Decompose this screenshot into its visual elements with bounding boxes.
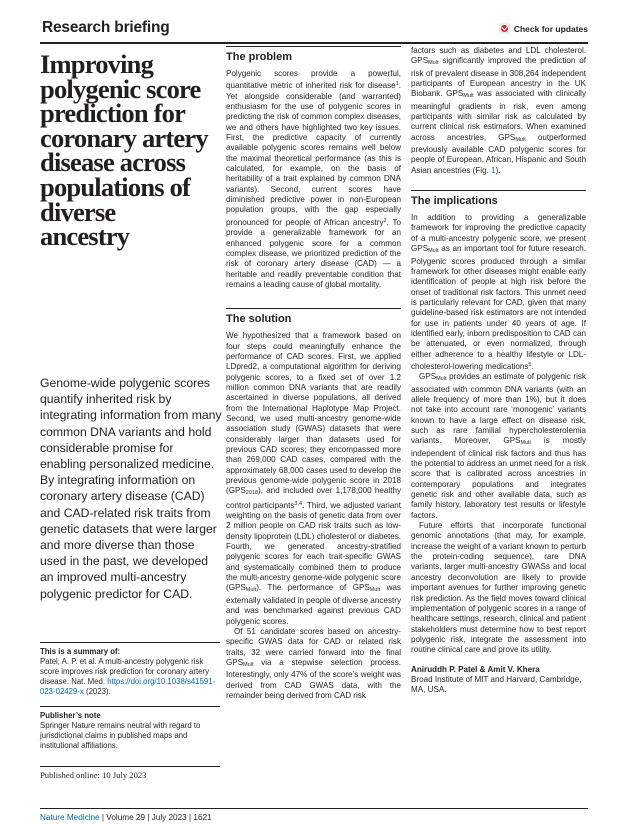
solution-paragraph-1: We hypothesized that a framework based on four steps could meaningfully enhance the performance of CAD scores. First, we applied LDpred2, a computational algorithm for deriving polygenic scores, to a fixed set of over 1.2 million common DNA variants that are readily ascertained in diverse populations, all derived from the International Haplotype Map Project. Second, we used multi-ancestry genome-wide association study (GWAS) datasets that were considerably larger than datasets used for previous CAD scores; they encompassed more than 269,000 CAD cases, compared with the approximately 68,000 cases used to develop the previous genome-wide polygenic score in 2018 (GPS2018), and included over 1,178,000 healthy control participants$^{3,4}$. Third, we adjusted variant weighting on the basis of genetic data from over 2 million people on CAD risk traits such as low-density lipoprotein (LDL) cholesterol or diabetes. Fourth, we generated ancestry-stratified polygenic scores for each trait-specific GWAS and systematically combined them to produce the multi-ancestry genome-wide polygenic score (GPSMult). The performance of GPSMult was externally validated in people of diverse ancestry and was benchmarked against previous CAD polygenic scores. — [226, 331, 402, 626]
results-paragraph: factors such as diabetes and LDL cholesterol. GPSMult significantly improved the prediction of risk of prevalent disease in 308,264 independent participants of European ancestry in the UK Biobank. GPSMult was associated with clinically meaningful gradients in risk, even among participants with similar risk as calculated by current clinical risk estimators. When examined across ancestries, GPSMult outperformed previously available CAD polygenic scores for people of European, African, Hispanic and South Asian ancestries (Fig. 1). — [411, 46, 586, 175]
check-updates-label: Check for updates — [513, 23, 588, 34]
journal-name: Nature Medicine — [40, 813, 100, 822]
author-names: Aniruddh P. Patel & Amit V. Khera — [411, 664, 540, 674]
page-header — [40, 0, 588, 44]
implications-paragraph-1: In addition to providing a generalizable framework for improving the predictive capacity of a multi-ancestry polygenic score, we present GPSMult as an important tool for future research. Polygenic scores produced through a similar framework for other diseases might enable early identification of people at high risk before the onset of traditional risk factors. This unmet need is particularly relevant for CAD, given that many guideline-based risk estimators are not intended for use in patients under 40 years of age. If identified early, inborn predisposition to CAD can be attenuated, or even normalized, through either adherence to a healthy lifestyle or LDL-cholesterol-lowering medications$^5$. — [411, 213, 586, 371]
implications-paragraph-3: Future efforts that incorporate functional genomic annotations (that may, for example, increase the weight of a variant known to perturb the protein-coding sequence), rare DNA variants, larger multi-ancestry GWASs and local ancestry deconvolution are likely to provide important avenues for further improving genetic risk prediction. As the field moves toward clinical implementation of polygenic scores in a range of healthcare settings, research, clinical and patient stakeholders must determine how to best report polygenic risk, integrate the assessment into routine clinical care and prove its utility. — [411, 521, 587, 655]
summary-citation: Patel, A. P. et al. A multi-ancestry polygenic risk score improves risk prediction for coronary artery disease. Nat. Med. — [40, 656, 209, 686]
author-affiliation: Broad Institute of MIT and Harvard, Cambridge, MA, USA. — [411, 674, 582, 695]
publishers-note-heading: Publisher’s note — [40, 711, 101, 720]
implications-section — [411, 190, 586, 655]
column-middle — [226, 46, 401, 701]
section-label: Research briefing — [42, 19, 170, 36]
implications-paragraph-2: GPSMult provides an estimate of polygenic risk associated with common DNA variants (with an allele frequency of more than 1%), but it does not take into account rare ‘monogenic’ variants known to have a large effect on disease risk, such as rare familial hypercholesterolemia variants. Moreover, GPSMult is mostly independent of clinical risk factors and thus has the potential to address an unmet need for a risk score that is calibrated across ancestries in contemporary populations and integrates genetic risk and other available data, such as family history, laboratory test results or lifestyle factors. — [411, 372, 587, 520]
problem-section — [226, 46, 401, 290]
page-footer — [40, 813, 588, 822]
check-updates-icon — [499, 23, 510, 34]
publishers-note — [40, 706, 220, 751]
article-headline: Improving polygenic score prediction for coronary artery disease across populations of diverse ancestry — [40, 49, 208, 252]
solution-paragraph-2: Of 51 candidate scores based on ancestry-specific GWAS data for CAD or related risk traits, 32 were carried forward into the final GPSMult via a stepwise selection process. Interestingly, only 47% of the score’s weight was derived from CAD GWAS data, with the remainder being derived from CAD risk — [226, 626, 401, 700]
volume-info: | Volume 29 | July 2023 | 1621 — [101, 813, 212, 822]
header-rule — [40, 42, 588, 44]
published-date: Published online: 10 July 2023 — [40, 766, 220, 780]
check-for-updates-button[interactable] — [499, 23, 588, 34]
figure-link[interactable]: 1 — [491, 165, 496, 175]
solution-section — [226, 308, 401, 701]
publishers-note-text: Springer Nature remains neutral with regard to jurisdictional claims in published maps and institutional affiliations. — [40, 720, 201, 750]
summary-box — [40, 642, 220, 697]
implications-heading: The implications — [411, 195, 498, 208]
summary-heading: This is a summary of: — [40, 647, 121, 656]
author-block — [411, 665, 586, 696]
footer-rule — [40, 808, 588, 809]
summary-year: (2023). — [85, 686, 111, 696]
problem-paragraph: Polygenic scores provide a powerful, quantitative metric of inherited risk for disease$^1$. Yet alongside considerable (and warranted) enthusiasm for the use of polygenic scores in predicting the risk of common complex diseases, we and others have highlighted two key issues. First, the predictive capacity of currently available polygenic scores remains well below the maximal theoretical performance (as this is calculated, for example, on the basis of heritability of a trait explained by common DNA variants). Second, current scores have diminished predictive power in non-European population groups, with the gap especially pronounced for people of African ancestry$^2$. To provide a generalizable framework for an enhanced polygenic score for a common complex disease, we prioritized prediction of the risk of coronary artery disease (CAD) — a heritable and readily preventable condition that remains a leading cause of global mortality. — [226, 69, 401, 289]
lead-paragraph: Genome-wide polygenic scores quantify inherited risk by integrating information from many common DNA variants and hold considerable promise for enabling personalized medicine. By integrating information on coronary artery disease (CAD) and CAD-related risk traits from genetic datasets that were larger and more diverse than those used in the past, we developed an improved multi-ancestry polygenic predictor for CAD. — [40, 376, 222, 601]
problem-heading: The problem — [226, 51, 293, 63]
solution-heading: The solution — [226, 313, 292, 326]
column-right — [411, 46, 586, 695]
doi-link[interactable]: https://doi.org/10.1038/s41591-023-02429-x — [40, 676, 216, 696]
